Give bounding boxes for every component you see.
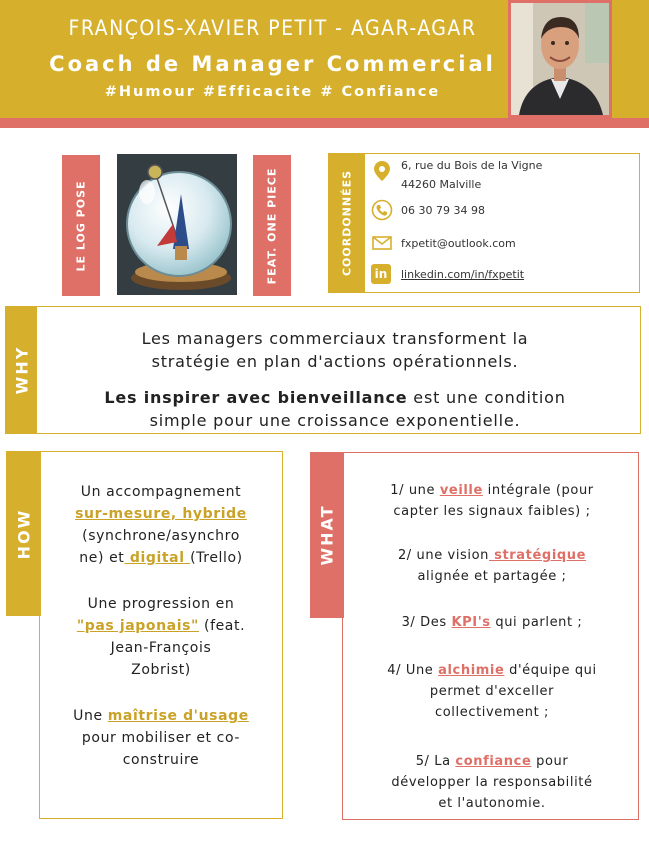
one-piece-label: FEAT. ONE PIECE xyxy=(253,155,291,296)
what-highlight-strategique: stratégique xyxy=(489,548,587,563)
what-item-5-text-b: pour xyxy=(531,754,569,769)
how-highlight-bespoke: sur-mesure, hybride xyxy=(75,506,247,522)
what-label: WHAT xyxy=(317,504,337,566)
what-item-4-text-b: d'équipe qui xyxy=(504,663,597,678)
what-item-1-line2: capter les signaux faibles) ; xyxy=(393,504,591,519)
email-address[interactable]: fxpetit@outlook.com xyxy=(401,237,516,250)
why-line-4: simple pour une croissance exponentielle. xyxy=(149,411,521,430)
how-p3-line2: pour mobiliser et co- xyxy=(81,730,241,746)
what-item-2-line1 xyxy=(352,545,632,566)
why-line-3-rest: est une condition xyxy=(407,388,566,407)
location-pin-icon xyxy=(371,160,393,182)
what-item-1-line1 xyxy=(352,480,632,501)
header-stripe xyxy=(0,118,649,128)
email-icon xyxy=(371,232,393,254)
what-item-4-line3: collectivement ; xyxy=(435,705,549,720)
what-item-5-line1 xyxy=(352,751,632,772)
how-p2-line4: Zobrist) xyxy=(131,662,191,678)
what-highlight-alchimie: alchimie xyxy=(438,663,505,678)
how-highlight-japanese: "pas japonais" xyxy=(76,618,199,634)
what-item-3-line1 xyxy=(352,612,632,633)
why-bold-text: Les inspirer avec bienveillance xyxy=(104,388,408,407)
header-title: Coach de Manager Commercial xyxy=(49,52,496,76)
profile-photo xyxy=(508,0,612,118)
how-p2-line2 xyxy=(45,616,277,637)
contact-heading-tab xyxy=(329,154,365,292)
how-p1-line3: (synchrone/asynchro xyxy=(82,528,240,544)
what-item-1-text-b: intégrale (pour xyxy=(482,483,594,498)
how-tab xyxy=(6,451,41,616)
contact-card xyxy=(328,153,640,293)
how-p1-text-b: (Trello) xyxy=(190,550,243,566)
what-item-2-line2: alignée et partagée ; xyxy=(417,569,567,584)
why-line-1: Les managers commerciaux transforment la xyxy=(141,329,529,348)
why-line-2: stratégie en plan d'actions opérationnels. xyxy=(151,352,519,371)
portrait-image xyxy=(511,3,609,115)
what-item-5-text-a: 5/ La xyxy=(415,754,456,769)
how-p3-text: Une xyxy=(73,708,108,724)
what-item-2-text-a: 2/ une vision xyxy=(397,548,490,563)
how-p3-line3: construire xyxy=(122,752,200,768)
what-highlight-kpi: KPI's xyxy=(451,615,491,630)
what-item-4-text-a: 4/ Une xyxy=(387,663,439,678)
what-tab xyxy=(310,452,344,618)
how-p2-line1: Une progression en xyxy=(87,596,235,612)
header-tags: #Humour #Efficacite # Confiance xyxy=(104,84,441,100)
how-highlight-mastery: maîtrise d'usage xyxy=(107,708,249,724)
what-item-5-line3: et l'autonomie. xyxy=(438,796,546,811)
how-p1-line4 xyxy=(45,548,277,569)
how-p1-text-a: ne) et xyxy=(79,550,125,566)
contact-heading: COORDONNÉES xyxy=(340,169,354,277)
linkedin-link[interactable]: linkedin.com/in/fxpetit xyxy=(401,268,525,281)
how-label: HOW xyxy=(14,508,33,559)
log-pose-label: LE LOG POSE xyxy=(62,155,100,296)
what-item-4-line1 xyxy=(352,660,632,681)
what-item-3-text-a: 3/ Des xyxy=(401,615,452,630)
why-line-3 xyxy=(40,386,630,409)
address-line-1: 6, rue du Bois de la Vigne xyxy=(401,159,543,172)
header-name: FRANÇOIS-XAVIER PETIT - AGAR-AGAR xyxy=(68,16,477,40)
log-pose-image xyxy=(117,154,237,295)
compass-icon xyxy=(117,154,237,295)
what-item-4-line2: permet d'exceller xyxy=(429,684,555,699)
what-item-5-line2: développer la responsabilité xyxy=(391,775,593,790)
what-highlight-confiance: confiance xyxy=(455,754,532,769)
what-item-3-text-b: qui parlent ; xyxy=(490,615,583,630)
how-p2-line3: Jean-François xyxy=(110,640,212,656)
what-item-1-text-a: 1/ une xyxy=(390,483,440,498)
why-tab xyxy=(6,307,37,433)
how-p2-feat: (feat. xyxy=(198,618,246,634)
address-line-2: 44260 Malville xyxy=(401,178,482,191)
how-p1-line2 xyxy=(45,504,277,525)
how-p3-line1 xyxy=(45,706,277,727)
what-highlight-veille: veille xyxy=(439,483,483,498)
phone-icon xyxy=(371,199,393,221)
how-highlight-digital: digital xyxy=(124,550,191,566)
how-p1-line1: Un accompagnement xyxy=(80,484,242,500)
phone-number[interactable]: 06 30 79 34 98 xyxy=(401,204,485,217)
linkedin-icon: in xyxy=(371,264,391,284)
why-label: WHY xyxy=(12,345,31,395)
